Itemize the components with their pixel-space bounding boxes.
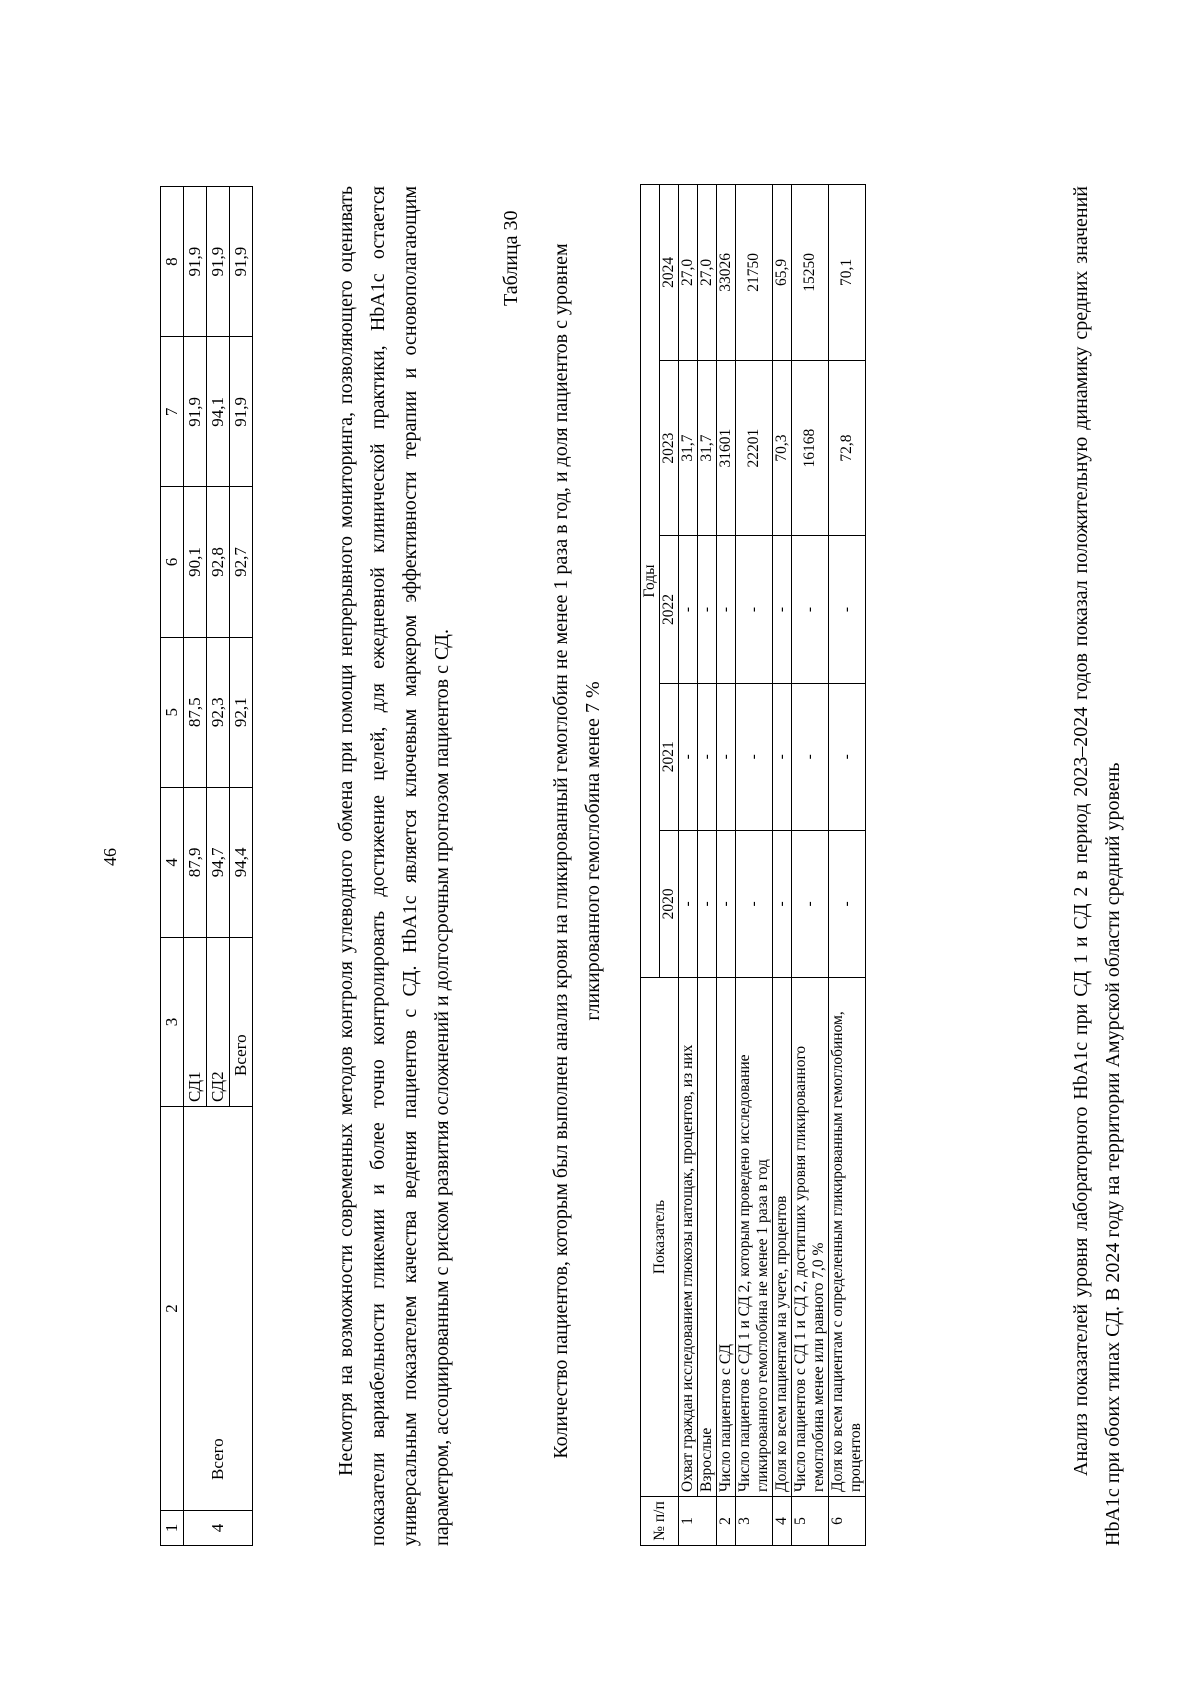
header-cell: 1 bbox=[161, 1511, 184, 1546]
table-cell: 92,7 bbox=[230, 487, 253, 637]
row-label: Число пациентов с СД 1 и СД 2, которым проведено исследование гликированного гемоглобина не менее 1 раза в год bbox=[736, 978, 773, 1497]
table-row bbox=[679, 185, 698, 1546]
table-cell: 65,9 bbox=[773, 185, 792, 361]
col-header-years: Годы bbox=[641, 185, 660, 978]
table-cell: 70,3 bbox=[773, 360, 792, 536]
table-cell: - bbox=[736, 830, 773, 977]
table-cell: 92,8 bbox=[207, 487, 230, 637]
table-cell: 87,5 bbox=[184, 637, 207, 787]
table-cell: 16168 bbox=[792, 360, 829, 536]
header-cell: 5 bbox=[161, 637, 184, 787]
table-cell: 33026 bbox=[717, 185, 736, 361]
table-cell: - bbox=[717, 683, 736, 830]
col-header-indicator: Показатель bbox=[641, 978, 679, 1497]
table-cell: - bbox=[679, 536, 698, 683]
table-cell: 31,7 bbox=[698, 360, 717, 536]
year-header: 2024 bbox=[660, 185, 679, 361]
table-cell: 15250 bbox=[792, 185, 829, 361]
table-cell: - bbox=[717, 536, 736, 683]
header-cell: 3 bbox=[161, 938, 184, 1107]
year-header: 2023 bbox=[660, 360, 679, 536]
row-label: Охват граждан исследованием глюкозы натощак, процентов, из них bbox=[679, 978, 698, 1497]
table-row bbox=[736, 185, 773, 1546]
table-cell: 91,9 bbox=[184, 187, 207, 337]
table-cell: 92,3 bbox=[207, 637, 230, 787]
table-cell: - bbox=[773, 536, 792, 683]
table-cell: - bbox=[829, 830, 866, 977]
table-cell: 21750 bbox=[736, 185, 773, 361]
year-header: 2021 bbox=[660, 683, 679, 830]
row-number: 4 bbox=[184, 1511, 253, 1546]
paragraph-text: Несмотря на возможности современных методов контроля углеводного обмена при помощи непрерывного мониторинга, позволяющего оценивать показатели вариабельности гликемии и более точно контролировать достижение целей, для ежедневной клинической практики, HbA1c остается универсальным показателем качества ведения пациентов с СД. HbA1c является ключевым маркером эффективности терапии и основополагающим параметром, ассоциированным с риском развития осложнений и долгосрочным прогнозом пациентов с СД. bbox=[335, 186, 453, 1546]
header-cell: 8 bbox=[161, 187, 184, 337]
row-label: Доля ко всем пациентам с определенным гликированным гемоглобином, процентов bbox=[829, 978, 866, 1497]
table-cell: - bbox=[717, 830, 736, 977]
table-cell: 94,1 bbox=[207, 337, 230, 487]
row-label: Число пациентов с СД 1 и СД 2, достигших уровня гликированного гемоглобина менее или равного 7,0 % bbox=[792, 978, 829, 1497]
table-cell: - bbox=[773, 683, 792, 830]
table-cell: - bbox=[829, 683, 866, 830]
table-cell: - bbox=[698, 830, 717, 977]
table-row bbox=[717, 185, 736, 1546]
row-number: 2 bbox=[717, 1497, 736, 1546]
table-label: Таблица 30 bbox=[500, 210, 522, 306]
row-number: 3 bbox=[736, 1497, 773, 1546]
table-cell: 92,1 bbox=[230, 637, 253, 787]
table-row bbox=[792, 185, 829, 1546]
subrow-label: СД1 bbox=[184, 938, 207, 1107]
table-cell: - bbox=[679, 830, 698, 977]
table-cell: 90,1 bbox=[184, 487, 207, 637]
table-cell: 87,9 bbox=[184, 787, 207, 937]
table-cell: 70,1 bbox=[829, 185, 866, 361]
row-label: Всего bbox=[184, 1107, 253, 1511]
table-cell: 31601 bbox=[717, 360, 736, 536]
table-cell: 22201 bbox=[736, 360, 773, 536]
previous-table bbox=[160, 186, 253, 1546]
table-row bbox=[829, 185, 866, 1546]
table-cell: - bbox=[698, 683, 717, 830]
table-cell: 31,7 bbox=[679, 360, 698, 536]
table-cell: - bbox=[736, 536, 773, 683]
table-cell: - bbox=[736, 683, 773, 830]
table-row bbox=[184, 187, 207, 1546]
paragraph-text: Анализ показателей уровня лабораторного HbA1c при СД 1 и СД 2 в период 2023–2024 годов показал положительную динамику средних значений HbA1c при обоих типах СД. В 2024 году на территории Амурской области средний уровень bbox=[1070, 186, 1124, 1546]
header-cell: 6 bbox=[161, 487, 184, 637]
table-cell: 94,4 bbox=[230, 787, 253, 937]
row-number: 1 bbox=[679, 1497, 717, 1546]
year-header: 2020 bbox=[660, 830, 679, 977]
table-cell: 91,9 bbox=[230, 337, 253, 487]
subrow-label: Всего bbox=[230, 938, 253, 1107]
header-cell: 2 bbox=[161, 1107, 184, 1511]
table-row bbox=[773, 185, 792, 1546]
table-cell: 91,9 bbox=[230, 187, 253, 337]
header-cell: 4 bbox=[161, 787, 184, 937]
table-header-row bbox=[161, 187, 184, 1546]
table-cell: - bbox=[773, 830, 792, 977]
table-cell: - bbox=[829, 536, 866, 683]
table-cell: - bbox=[679, 683, 698, 830]
row-number: 6 bbox=[829, 1497, 866, 1546]
table-cell: 94,7 bbox=[207, 787, 230, 937]
row-number: 5 bbox=[792, 1497, 829, 1546]
table-cell: 91,9 bbox=[207, 187, 230, 337]
table-cell: 27,0 bbox=[679, 185, 698, 361]
table-cell: - bbox=[698, 536, 717, 683]
row-label: Взрослые bbox=[698, 978, 717, 1497]
table-30 bbox=[640, 184, 866, 1546]
table-row bbox=[698, 185, 717, 1546]
row-label: Доля ко всем пациентам на учете, процентов bbox=[773, 978, 792, 1497]
subrow-label: СД2 bbox=[207, 938, 230, 1107]
table-cell: - bbox=[792, 683, 829, 830]
page-number: 46 bbox=[100, 848, 120, 866]
table-cell: - bbox=[792, 830, 829, 977]
row-label: Число пациентов с СД bbox=[717, 978, 736, 1497]
table-header-row bbox=[641, 185, 660, 1546]
body-paragraph bbox=[1065, 186, 1129, 1546]
col-header-no: № п/п bbox=[641, 1497, 679, 1546]
row-number: 4 bbox=[773, 1497, 792, 1546]
table-cell: 27,0 bbox=[698, 185, 717, 361]
table-cell: 91,9 bbox=[184, 337, 207, 487]
table-caption: Количество пациентов, которым был выполнен анализ крови на гликированный гемоглобин не менее 1 раза в год, и доля пациентов с уровнем гликированного гемоглобина менее 7 % bbox=[550, 243, 604, 1459]
header-cell: 7 bbox=[161, 337, 184, 487]
table-cell: - bbox=[792, 536, 829, 683]
body-paragraph bbox=[330, 186, 458, 1546]
year-header: 2022 bbox=[660, 536, 679, 683]
table-cell: 72,8 bbox=[829, 360, 866, 536]
